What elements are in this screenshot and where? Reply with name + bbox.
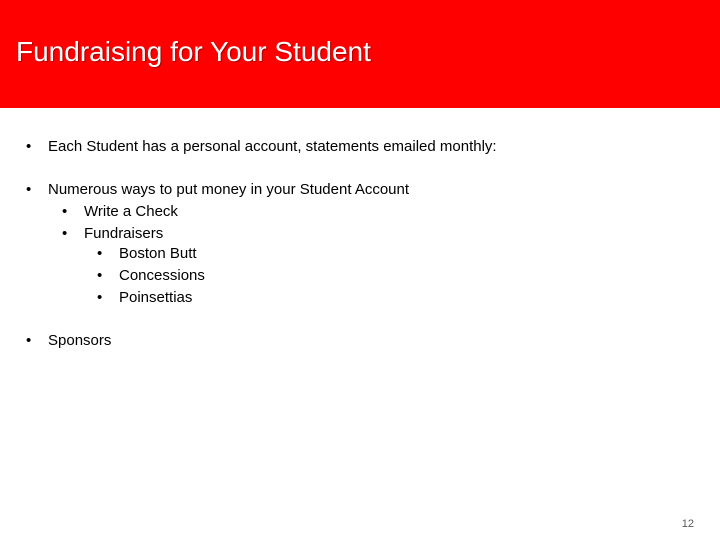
bullet-text: Poinsettias <box>119 289 193 306</box>
bullet-dot-icon: • <box>26 332 32 349</box>
bullet-dot-icon: • <box>26 138 32 155</box>
bullet-item <box>26 332 111 350</box>
bullet-text: Each Student has a personal account, statements emailed monthly: <box>48 138 497 155</box>
bullet-dot-icon: • <box>62 203 68 220</box>
sub-sub-bullet-item <box>97 245 197 263</box>
bullet-dot-icon: • <box>26 181 32 198</box>
bullet-text: Write a Check <box>84 203 178 220</box>
bullet-dot-icon: • <box>97 245 103 262</box>
page-number: 12 <box>681 518 694 530</box>
sub-sub-bullet-item <box>97 289 192 307</box>
bullet-text: Concessions <box>119 267 205 284</box>
bullet-text: Boston Butt <box>119 245 197 262</box>
bullet-text: Numerous ways to put money in your Student Account <box>48 181 410 198</box>
bullet-text: Sponsors <box>48 332 112 349</box>
bullet-item <box>26 181 409 199</box>
sub-bullet-item <box>62 203 178 221</box>
sub-sub-bullet-item <box>97 267 205 285</box>
bullet-dot-icon: • <box>62 225 68 242</box>
bullet-text: Fundraisers <box>84 225 164 242</box>
sub-bullet-item <box>62 225 163 243</box>
slide-title: Fundraising for Your Student <box>16 36 371 67</box>
bullet-dot-icon: • <box>97 289 103 306</box>
bullet-dot-icon: • <box>97 267 103 284</box>
bullet-item <box>26 138 497 156</box>
